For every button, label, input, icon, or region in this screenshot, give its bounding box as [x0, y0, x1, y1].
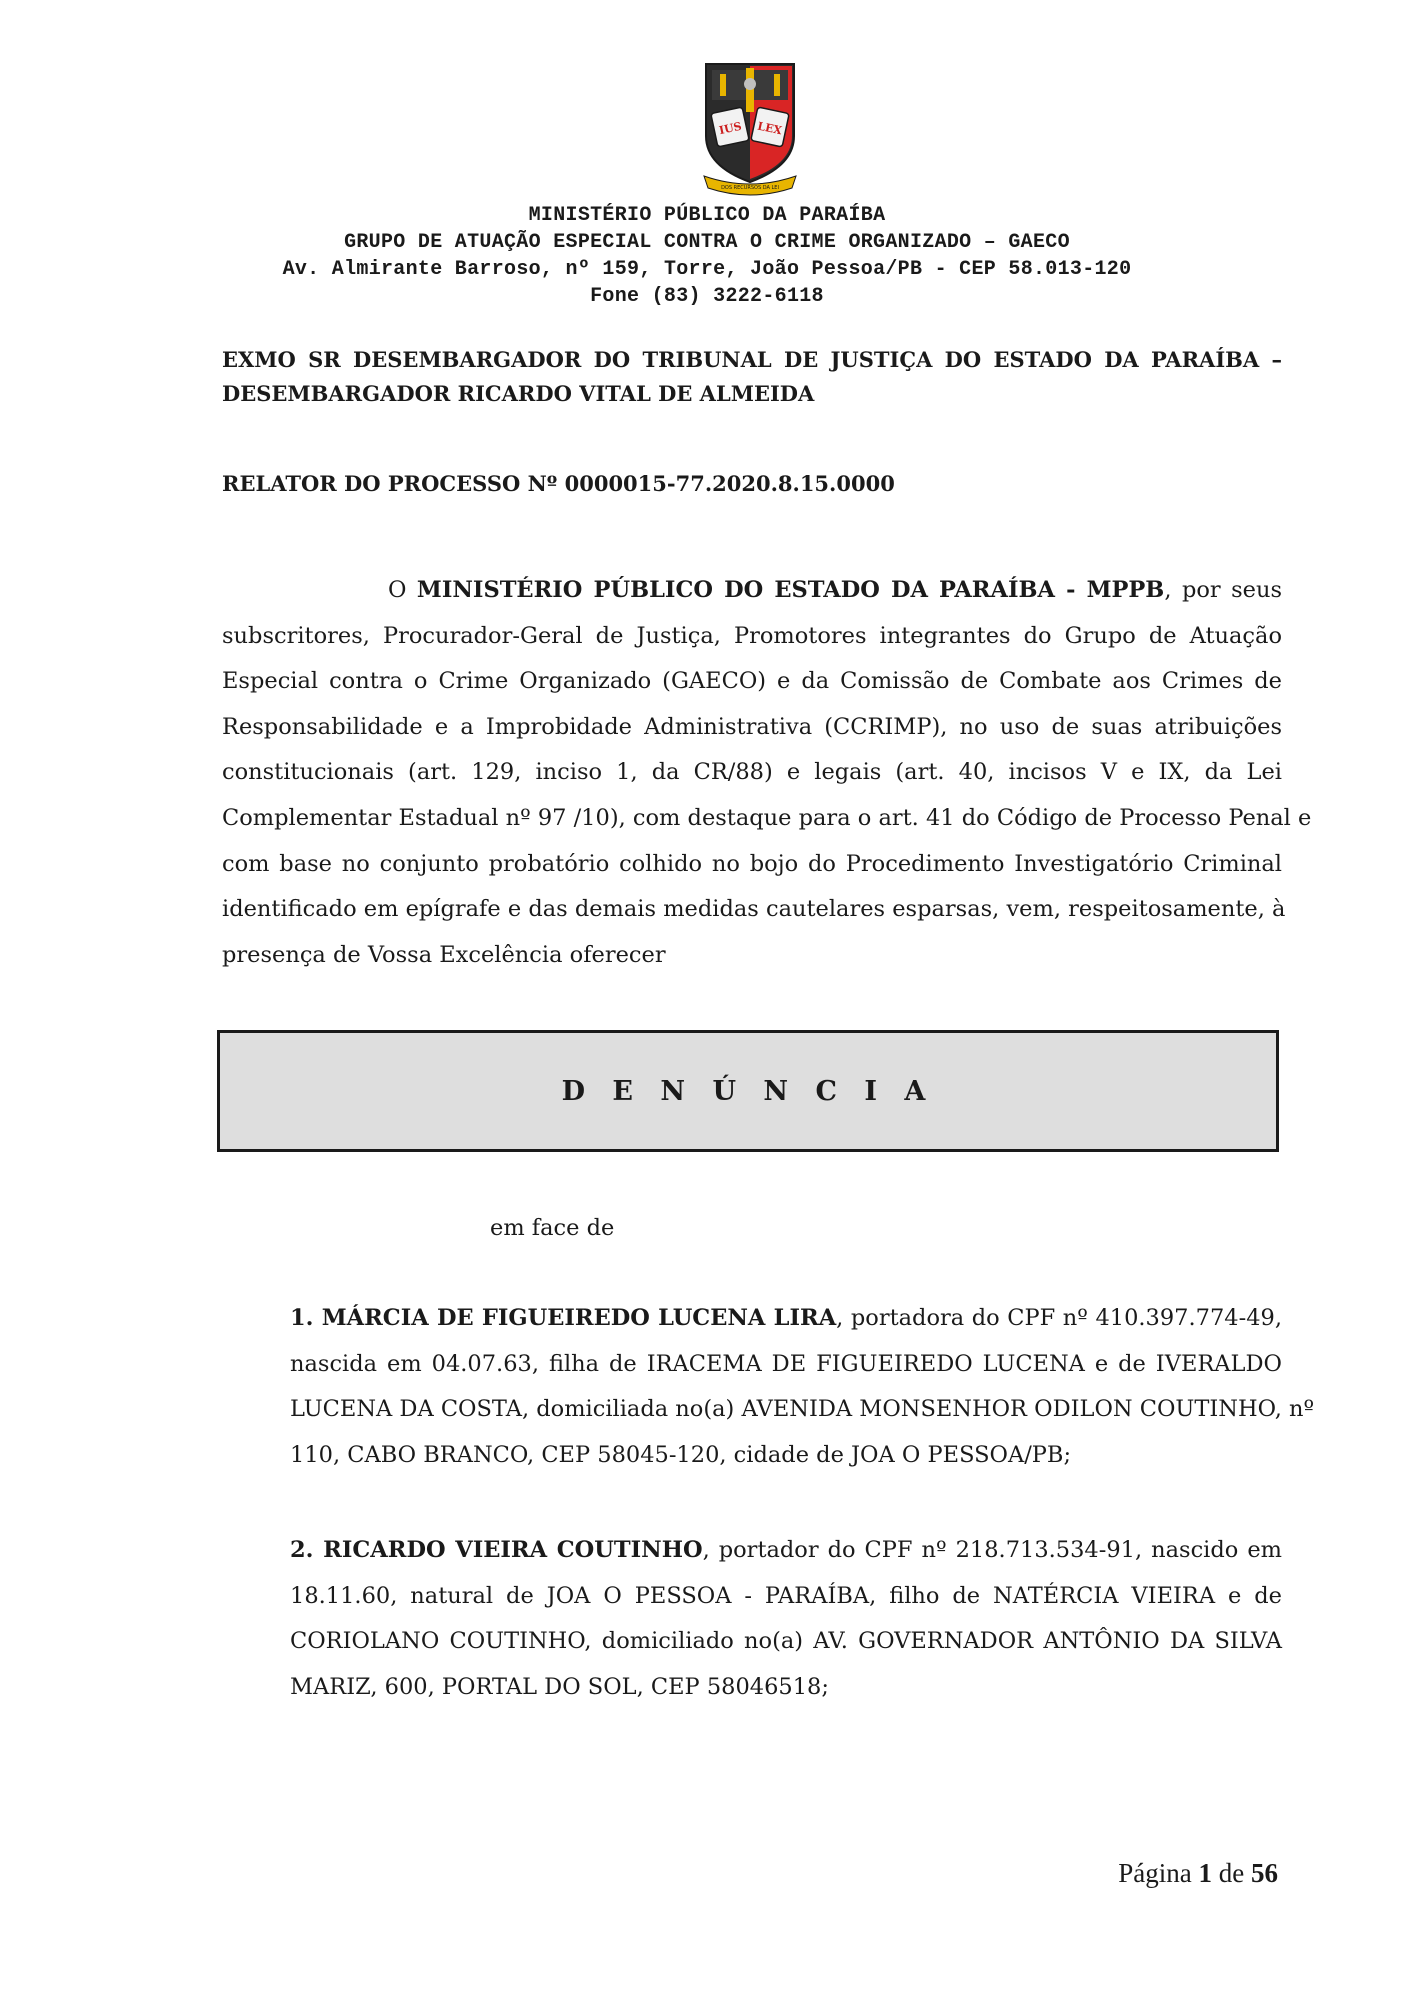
intro-line: Especial contra o Crime Organizado (GAECO) e da Comissão de Combate aos Crimes de: [222, 668, 1282, 695]
intro-line-first: O MINISTÉRIO PÚBLICO DO ESTADO DA PARAÍBA - MPPB, por seus: [388, 577, 1283, 603]
addressee-line-1: EXMO SR DESEMBARGADOR DO TRIBUNAL DE JUSTIÇA DO ESTADO DA PARAÍBA –: [222, 347, 1282, 372]
document-title: D E N Ú N C I A: [561, 1075, 935, 1107]
intro-paragraph: [222, 568, 1312, 978]
total-pages: 56: [1251, 1858, 1278, 1888]
page-number: Página 1 de 56: [1118, 1858, 1278, 1888]
defendant-line-first: 1. MÁRCIA DE FIGUEIREDO LUCENA LIRA, portadora do CPF nº 410.397.774-49,: [290, 1305, 1282, 1331]
defendant-line: CORIOLANO COUTINHO, domiciliado no(a) AV. GOVERNADOR ANTÔNIO DA SILVA: [290, 1628, 1282, 1655]
entity-name: MINISTÉRIO PÚBLICO DO ESTADO DA PARAÍBA - MPPB: [416, 577, 1165, 603]
intro-line: presença de Vossa Excelência oferecer: [222, 941, 666, 968]
defendant-line: LUCENA DA COSTA, domiciliada no(a) AVENIDA MONSENHOR ODILON COUTINHO, nº: [290, 1396, 1315, 1423]
svg-text:IUS: IUS: [717, 119, 743, 138]
intro-line: constitucionais (art. 129, inciso 1, da CR/88) e legais (art. 40, incisos V e IX, da Lei: [222, 759, 1282, 786]
header-phone: Fone (83) 3222-6118: [590, 285, 824, 308]
header-group: GRUPO DE ATUAÇÃO ESPECIAL CONTRA O CRIME ORGANIZADO – GAECO: [344, 231, 1070, 254]
defendant-name: 1. MÁRCIA DE FIGUEIREDO LUCENA LIRA: [290, 1305, 837, 1331]
em-face-de: em face de: [490, 1215, 615, 1241]
document-title-box: [217, 1030, 1279, 1152]
svg-text:LEX: LEX: [756, 119, 784, 138]
defendant-line: nascida em 04.07.63, filha de IRACEMA DE FIGUEIREDO LUCENA e de IVERALDO: [290, 1350, 1282, 1377]
seal-emblem: [700, 58, 800, 196]
defendant-1: [290, 1296, 1315, 1478]
svg-text:DOS RECURSOS DA LEI: DOS RECURSOS DA LEI: [721, 185, 779, 191]
header-address: Av. Almirante Barroso, nº 159, Torre, João Pessoa/PB - CEP 58.013-120: [282, 258, 1132, 281]
intro-line: identificado em epígrafe e das demais medidas cautelares esparsas, vem, respeitosamente, à: [222, 896, 1286, 923]
defendant-line-first: 2. RICARDO VIEIRA COUTINHO, portador do CPF nº 218.713.534-91, nascido em: [290, 1537, 1282, 1563]
defendant-line: 18.11.60, natural de JOA O PESSOA - PARAÍBA, filho de NATÉRCIA VIEIRA e de: [290, 1582, 1282, 1609]
relator-line: RELATOR DO PROCESSO Nº 0000015-77.2020.8.15.0000: [222, 471, 895, 496]
addressee: [222, 343, 1282, 411]
defendant-line: MARIZ, 600, PORTAL DO SOL, CEP 58046518;: [290, 1673, 829, 1700]
header-institution: MINISTÉRIO PÚBLICO DA PARAÍBA: [528, 204, 886, 227]
addressee-line-2: DESEMBARGADOR RICARDO VITAL DE ALMEIDA: [222, 381, 815, 406]
defendant-name: 2. RICARDO VIEIRA COUTINHO: [290, 1537, 703, 1563]
intro-line: Complementar Estadual nº 97 /10), com destaque para o art. 41 do Código de Processo Penal e: [222, 804, 1312, 831]
intro-line: subscritores, Procurador-Geral de Justiça, Promotores integrantes do Grupo de Atuação: [222, 622, 1282, 649]
intro-line: com base no conjunto probatório colhido no bojo do Procedimento Investigatório Criminal: [222, 850, 1282, 877]
institution-seal: [700, 58, 800, 196]
current-page: 1: [1198, 1858, 1213, 1888]
defendant-2: [290, 1528, 1282, 1710]
defendant-line: 110, CABO BRANCO, CEP 58045-120, cidade de JOA O PESSOA/PB;: [290, 1441, 1072, 1468]
intro-line: Responsabilidade e a Improbidade Administrativa (CCRIMP), no uso de suas atribuições: [222, 713, 1282, 740]
